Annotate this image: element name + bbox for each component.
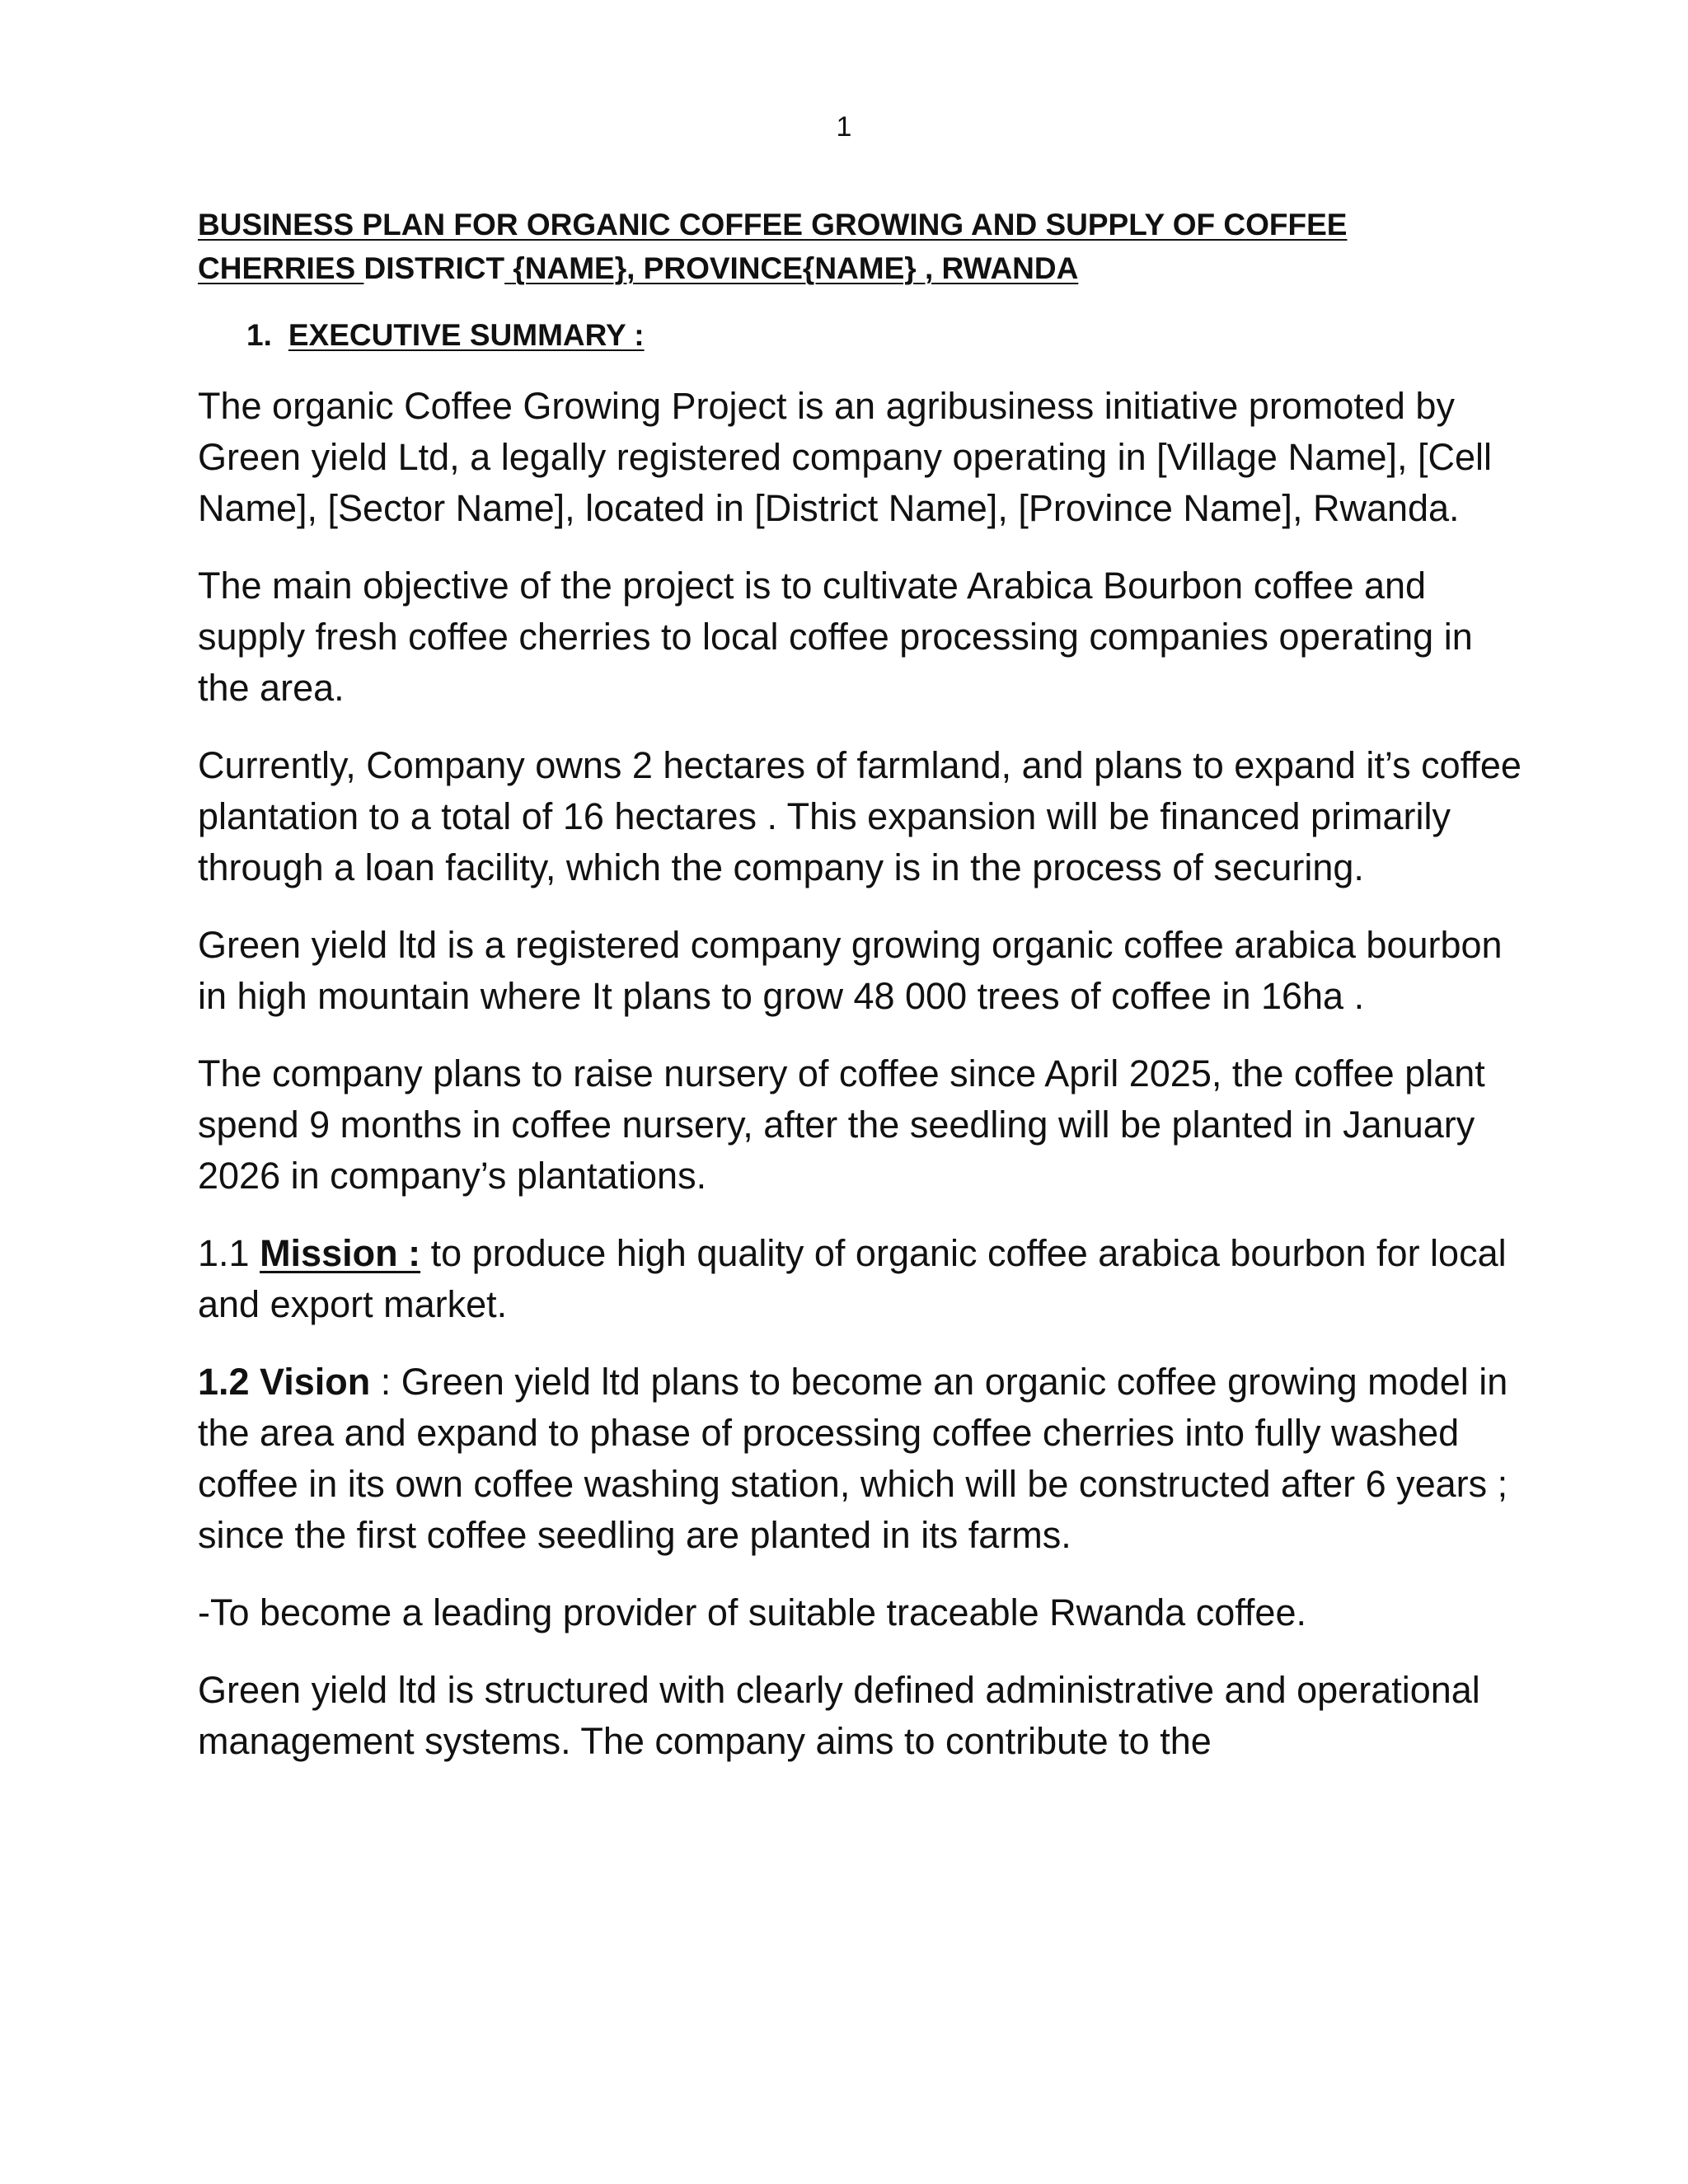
paragraph-project-intro: The organic Coffee Growing Project is an agribusiness initiative promoted by Green yield Ltd, a legally registered company operating in [Village Name], [Cell Name], [Sector Name], located in [District Name], [Province Name], Rwanda.	[198, 385, 1493, 529]
paragraph-structure: Green yield ltd is structured with clearly defined administrative and operational management systems. The company aims to contribute to the	[198, 1669, 1480, 1762]
section-number: 1.	[246, 318, 272, 352]
vision-text: : Green yield ltd plans to become an organic coffee growing model in the area and expand to phase of processing coffee cherries into fully washed coffee in its own coffee washing station, which will be constructed after 6 years ; since the first coffee seedling are planted in its farms.	[198, 1361, 1508, 1556]
page-number: 1	[836, 111, 852, 143]
paragraph-farmland-expansion: Currently, Company owns 2 hectares of farmland, and plans to expand it’s coffee plantation to a total of 16 hectares . This expansion will be financed primarily through a loan facility, which the company is in the process of securing.	[198, 744, 1522, 888]
section-label: EXECUTIVE SUMMARY :	[288, 318, 645, 352]
paragraph-goal: -To become a leading provider of suitable traceable Rwanda coffee.	[198, 1591, 1306, 1633]
mission-label: Mission :	[260, 1232, 421, 1274]
paragraph-vision	[198, 1357, 1525, 1561]
paragraph-company-profile: Green yield ltd is a registered company growing organic coffee arabica bourbon in high mountain where It plans to grow 48 000 trees of coffee in 16ha .	[198, 924, 1503, 1017]
vision-label: 1.2 Vision	[198, 1361, 371, 1403]
document-body	[198, 203, 1525, 1767]
title-line-1: BUSINESS PLAN FOR ORGANIC COFFEE GROWING AND SUPPLY OF COFFEE	[198, 208, 1348, 241]
paragraph-main-objective: The main objective of the project is to cultivate Arabica Bourbon coffee and supply fresh coffee cherries to local coffee processing companies operating in the area.	[198, 565, 1473, 709]
mission-number: 1.1	[198, 1232, 260, 1274]
document-title	[198, 203, 1525, 290]
title-line-2: CHERRIES DISTRICT {NAME}, PROVINCE{NAME} , RWANDA	[198, 251, 1079, 285]
paragraph-nursery-plan: The company plans to raise nursery of coffee since April 2025, the coffee plant spend 9 months in coffee nursery, after the seedling will be planted in January 2026 in company’s plantations.	[198, 1052, 1485, 1197]
mission-text: to produce high quality of organic coffee arabica bourbon for local and export market.	[198, 1232, 1507, 1325]
paragraph-mission	[198, 1228, 1525, 1330]
section-heading-executive-summary	[246, 315, 1525, 356]
